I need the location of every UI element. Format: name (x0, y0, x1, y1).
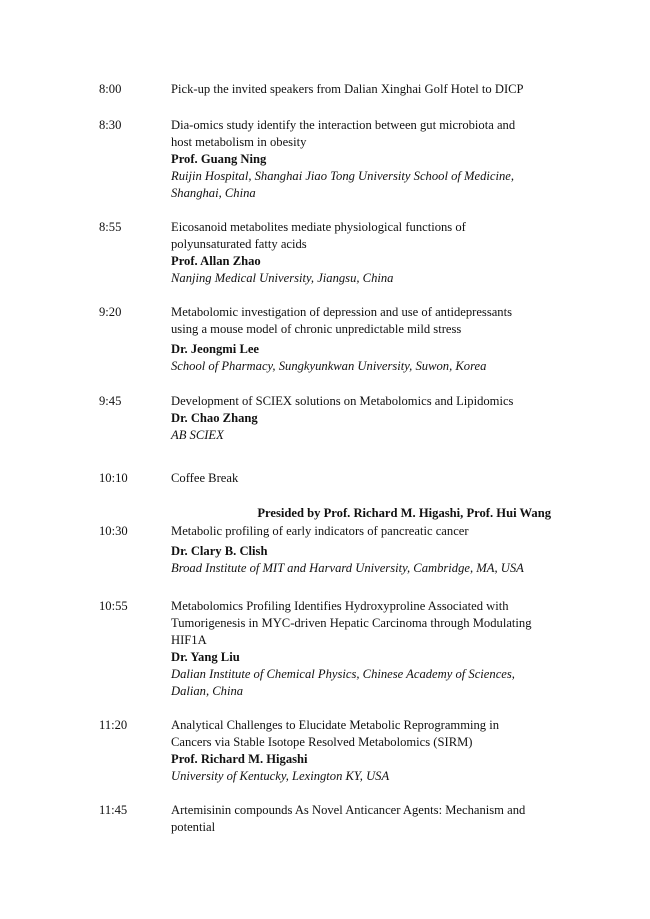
session-time: 11:45 (99, 803, 128, 817)
talk-title: host metabolism in obesity (171, 135, 307, 149)
session-time: 11:20 (99, 718, 128, 732)
talk-title: using a mouse model of chronic unpredictable mild stress (171, 322, 462, 336)
session-details (171, 598, 556, 700)
session-details (171, 219, 556, 287)
talk-title: Artemisinin compounds As Novel Anticancer Agents: Mechanism and (171, 803, 526, 817)
speaker-affiliation: Nanjing Medical University, Jiangsu, China (171, 271, 394, 285)
speaker-name: Prof. Allan Zhao (171, 254, 261, 268)
session-details (171, 393, 556, 444)
session-time: 8:00 (99, 82, 122, 96)
talk-title: Analytical Challenges to Elucidate Metabolic Reprogramming in (171, 718, 500, 732)
session-time: 8:30 (99, 118, 122, 132)
session-details (171, 717, 556, 785)
speaker-affiliation: Ruijin Hospital, Shanghai Jiao Tong University School of Medicine, (171, 169, 515, 183)
session-details (171, 81, 556, 98)
session-details (171, 470, 556, 487)
session-time: 10:10 (99, 471, 128, 485)
session-details (171, 523, 556, 577)
session-details (171, 802, 556, 836)
speaker-affiliation: Broad Institute of MIT and Harvard University, Cambridge, MA, USA (171, 561, 524, 575)
talk-title: Tumorigenesis in MYC-driven Hepatic Carcinoma through Modulating (171, 616, 532, 630)
talk-title: Development of SCIEX solutions on Metabolomics and Lipidomics (171, 394, 514, 408)
speaker-affiliation: Dalian, China (171, 684, 244, 698)
talk-title: Eicosanoid metabolites mediate physiological functions of (171, 220, 466, 234)
session-time: 10:30 (99, 524, 128, 538)
speaker-affiliation: Dalian Institute of Chemical Physics, Chinese Academy of Sciences, (171, 667, 515, 681)
speaker-name: Dr. Jeongmi Lee (171, 342, 260, 356)
speaker-affiliation: Shanghai, China (171, 186, 256, 200)
session-time: 10:55 (99, 599, 128, 613)
talk-title: Pick-up the invited speakers from Dalian Xinghai Golf Hotel to DICP (171, 82, 524, 96)
talk-title: Metabolic profiling of early indicators of pancreatic cancer (171, 524, 469, 538)
talk-title: potential (171, 820, 216, 834)
talk-title: Metabolomic investigation of depression and use of antidepressants (171, 305, 513, 319)
talk-title: Metabolomics Profiling Identifies Hydroxyproline Associated with (171, 599, 509, 613)
speaker-affiliation: AB SCIEX (171, 428, 224, 442)
speaker-name: Dr. Clary B. Clish (171, 544, 268, 558)
talk-title: Cancers via Stable Isotope Resolved Metabolomics (SIRM) (171, 735, 473, 749)
session-details (171, 304, 556, 375)
session-time: 8:55 (99, 220, 122, 234)
speaker-name: Prof. Richard M. Higashi (171, 752, 308, 766)
speaker-name: Dr. Yang Liu (171, 650, 240, 664)
speaker-affiliation: University of Kentucky, Lexington KY, USA (171, 769, 390, 783)
session-time: 9:20 (99, 305, 122, 319)
speaker-affiliation: School of Pharmacy, Sungkyunkwan University, Suwon, Korea (171, 359, 487, 373)
session-chairs: Presided by Prof. Richard M. Higashi, Prof. Hui Wang (257, 506, 551, 520)
talk-title: polyunsaturated fatty acids (171, 237, 307, 251)
talk-title: Coffee Break (171, 471, 239, 485)
speaker-name: Dr. Chao Zhang (171, 411, 258, 425)
speaker-name: Prof. Guang Ning (171, 152, 267, 166)
session-details (171, 117, 556, 202)
session-time: 9:45 (99, 394, 122, 408)
talk-title: HIF1A (171, 633, 207, 647)
talk-title: Dia-omics study identify the interaction between gut microbiota and (171, 118, 516, 132)
